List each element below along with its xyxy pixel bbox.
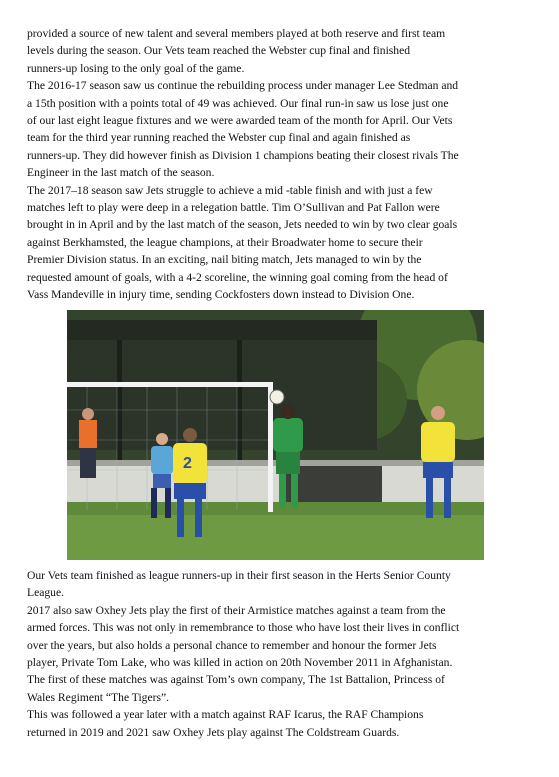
green-player-head [281,405,295,419]
text-line: brought in in April and by the last match of the season, Jets needed to win by two clear goals [27,218,458,232]
text-line: Premier Division status. In an exciting, nail biting match, Jets managed to win by the [27,253,422,267]
green-player-leg [291,474,298,508]
text-line: This was followed a year later with a match against RAF Icarus, the RAF Champions [27,708,424,722]
stand-shadow [67,340,377,450]
text-line: Wales Regiment “The Tigers”. [27,690,170,704]
text-line: The first of these matches was against Tom’s own company, The 1st Battalion, Princess of [27,673,445,687]
stand-post [117,340,122,460]
football-match-illustration [67,310,484,560]
text-line: a 15th position with a points total of 49 was achieved. Our final run-in saw us lose just one [27,96,449,110]
text-line: over the years, but also holds a personal chance to remember and honour the former Jets [27,638,437,652]
text-line: Our Vets team finished as league runners-up in their first season in the Herts Senior County [27,569,451,582]
yellow-player-head-right [431,406,445,420]
yellow-player-head [183,428,197,442]
yellow-player-leg-right [444,478,451,518]
text-line: returned in 2019 and 2021 saw Oxhey Jets play against The Coldstream Guards. [27,725,400,739]
text-line: League. [27,586,65,600]
text-line: armed forces. This was not only in remembrance to those who have lost their lives in conflict [27,621,460,635]
article-text-top [27,25,539,304]
blue-player-shirt [151,446,173,474]
football [270,390,284,404]
text-line: player, Private Tom Lake, who was killed in action on 20th November 2011 in Afghanistan. [27,656,453,670]
yellow-player-leg [195,499,202,537]
blue-player-leg [151,488,157,518]
text-line: The 2016-17 season saw us continue the rebuilding process under manager Lee Stedman and [27,79,459,93]
yellow-player-leg [177,499,184,537]
text-line: runners-up losing to the only goal of the game. [27,61,245,75]
yellow-player-leg-right [426,478,433,518]
pitch-light [67,515,484,560]
green-player-shorts [276,452,300,474]
text-line: team for the third year running reached the Webster cup final and again finished as [27,131,411,145]
blue-player-shorts [153,474,171,488]
text-line: Vass Mandeville in injury time, sending Cockfosters down instead to Division One. [27,288,415,302]
green-player-leg [279,474,286,508]
text-line: Engineer in the last match of the season. [27,166,215,180]
yellow-player-shirt-right [421,422,455,462]
text-line: of our last eight league fixtures and we were awarded team of the month for April. Our Vets [27,114,453,128]
text-line: The 2017–18 season saw Jets struggle to achieve a mid -table finish and with just a few [27,183,433,197]
text-line: runners-up. They did however finish as Division 1 champions beating their closest rivals The [27,148,459,162]
match-photo [67,310,484,560]
stand-post [237,340,242,460]
shirt-number: 2 [183,455,192,472]
text-line: levels during the season. Our Vets team reached the Webster cup final and finished [27,44,411,58]
green-player-shirt [273,418,303,452]
text-line: matches left to play were deep in a relegation battle. Tim O’Sullivan and Pat Fallon were [27,201,440,215]
spectator-vest [79,420,97,448]
article-text-bottom [27,567,539,741]
spectator-legs [80,448,96,478]
yellow-player-shorts [174,483,206,499]
text-line: 2017 also saw Oxhey Jets play the first of their Armistice matches against a team from the [27,603,446,617]
yellow-player-shorts-right [423,462,453,478]
spectator-head [82,408,94,420]
wall-top [67,460,484,466]
stand-roof [67,320,377,340]
perimeter-wall [67,460,484,502]
text-line: against Berkhamsted, the league champions, at their Broadwater home to secure their [27,235,423,249]
blue-player-leg [165,488,171,518]
text-line: requested amount of goals, with a 4-2 scoreline, the winning goal coming from the head of [27,270,448,284]
goal-crossbar [67,382,273,387]
text-line: provided a source of new talent and several members played at both reserve and first team [27,27,446,40]
blue-player-head [156,433,168,445]
